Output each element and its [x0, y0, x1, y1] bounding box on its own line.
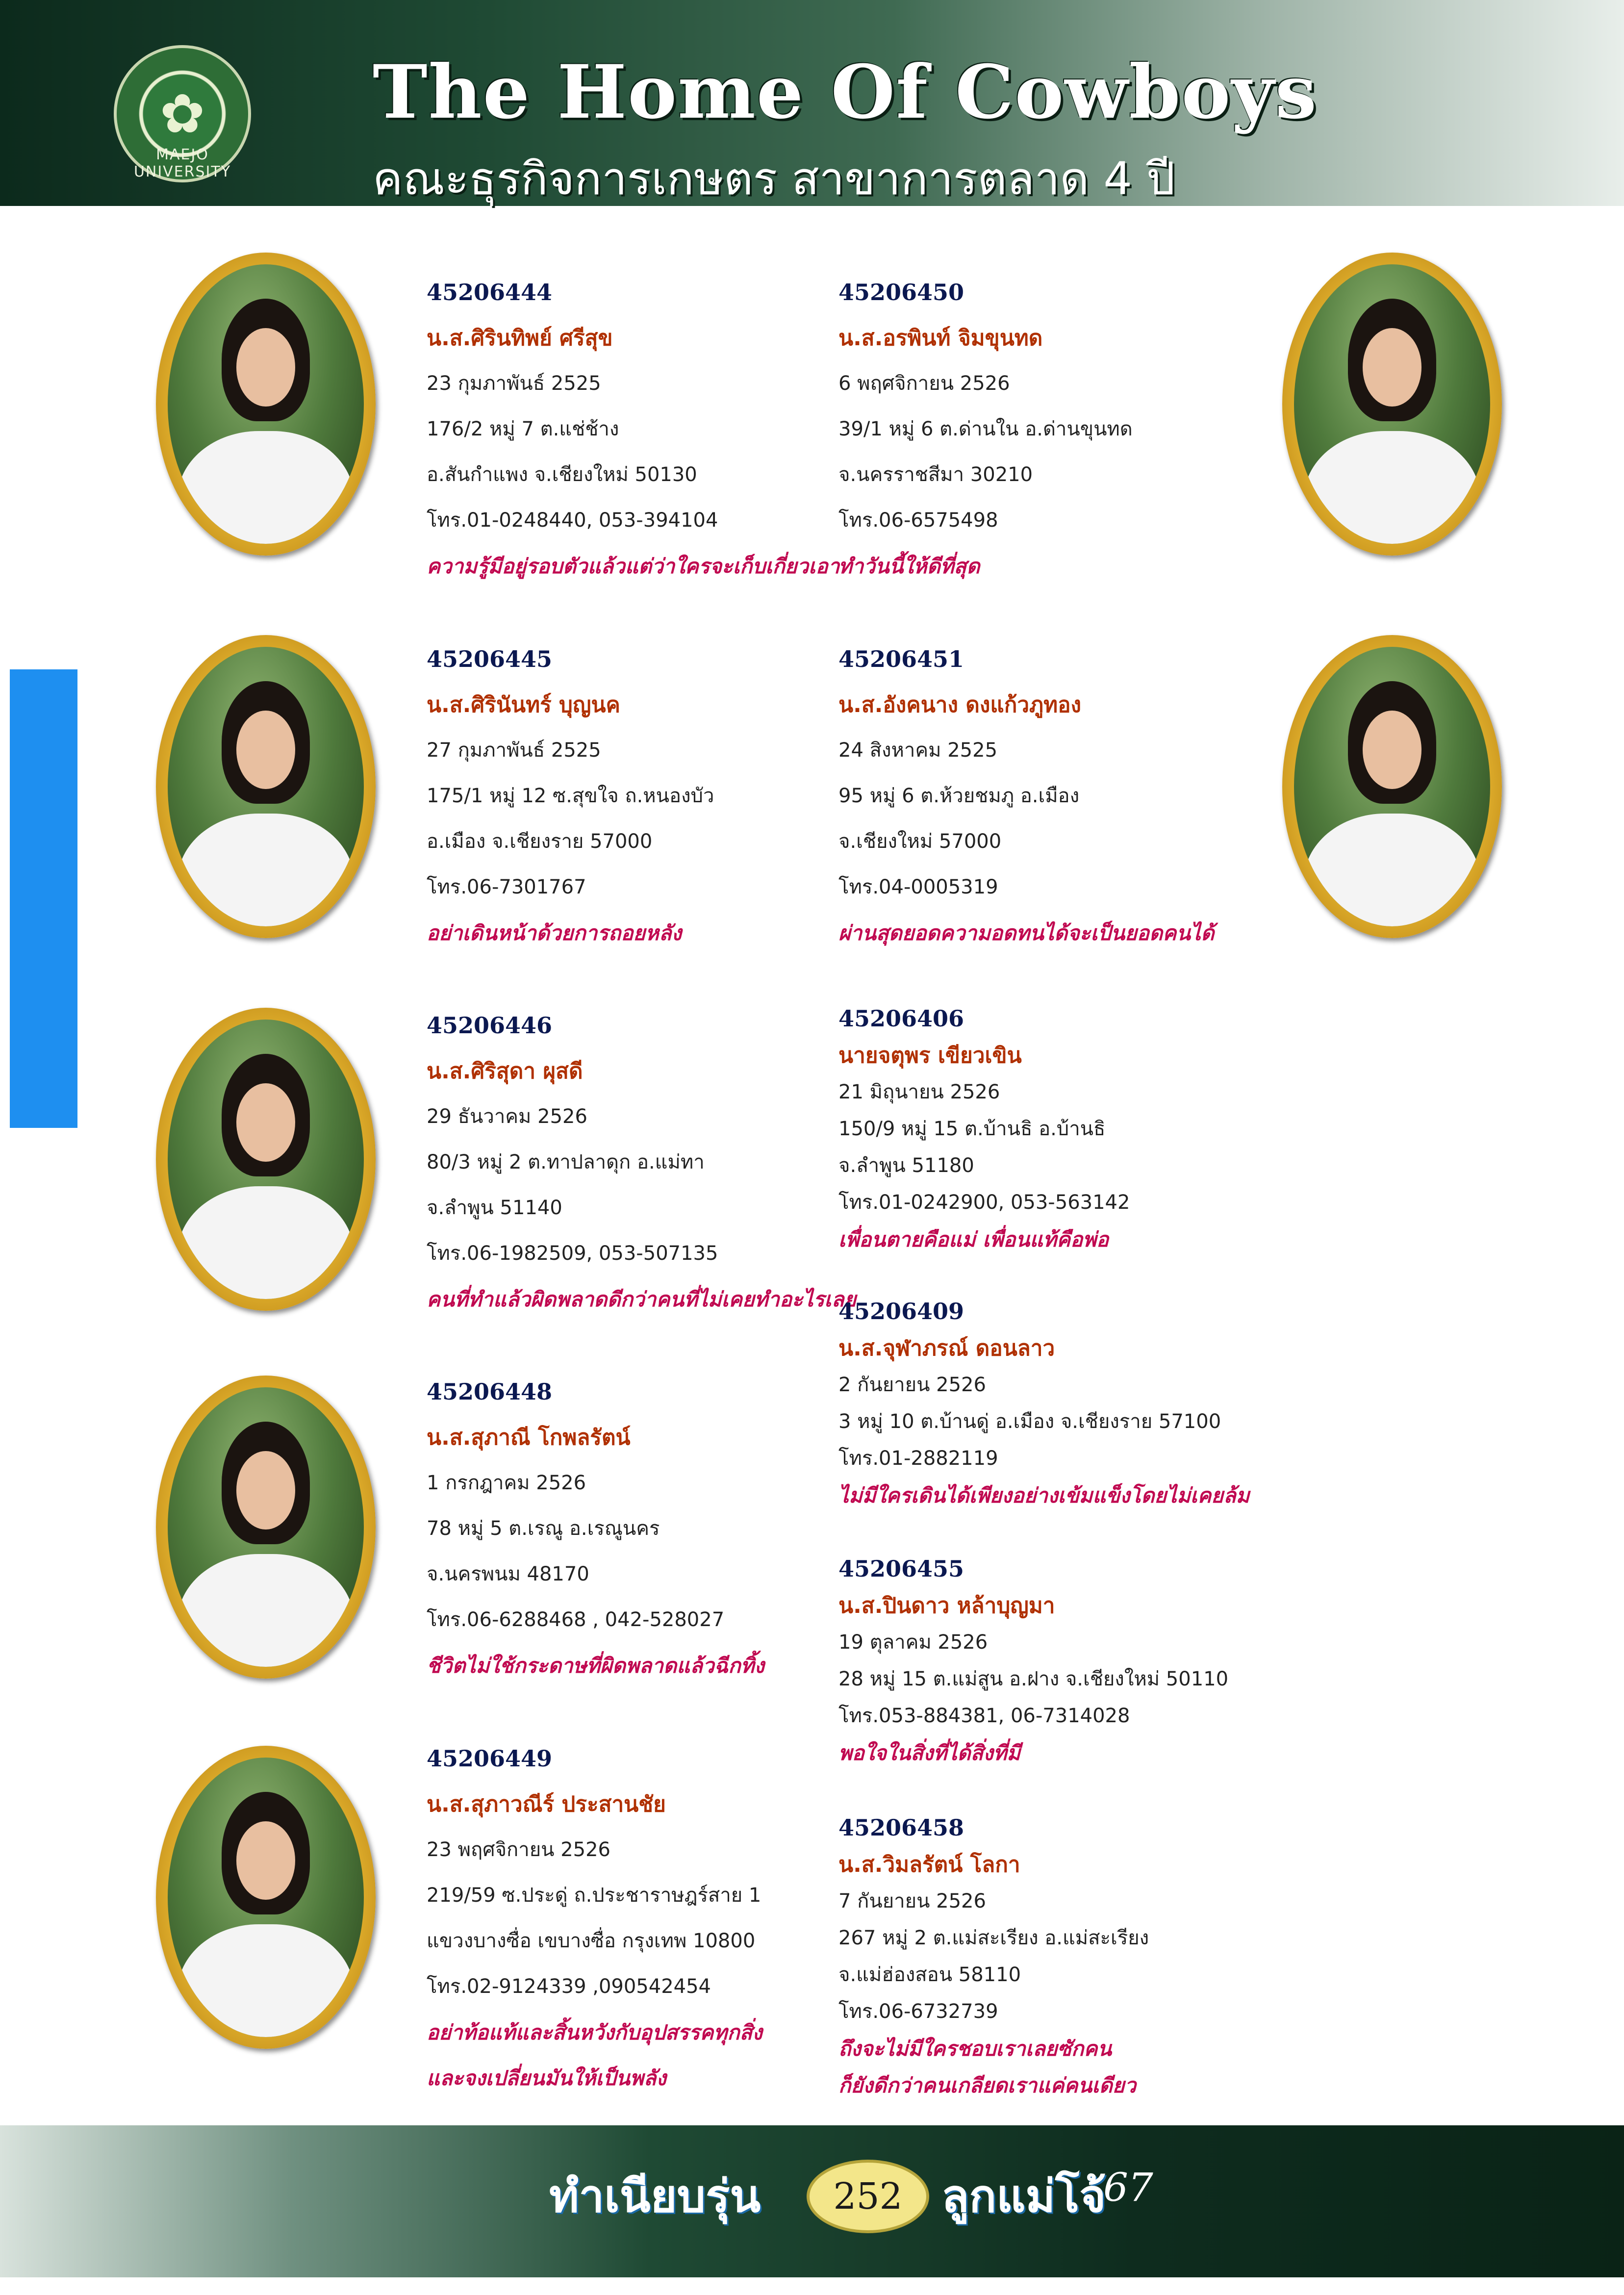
phone: โทร.01-2882119	[838, 1447, 998, 1470]
address-line-2: จ.นครพนม 48170	[427, 1563, 589, 1585]
student-id: 45206406	[838, 1005, 964, 1032]
phone: โทร.01-0242900, 053-563142	[838, 1191, 1130, 1214]
address-line-1: 80/3 หมู่ 2 ต.ทาปลาดุก อ.แม่ทา	[427, 1151, 705, 1173]
portrait-photo	[168, 1387, 364, 1667]
motto: ถึงจะไม่มีใครชอบเราเลยซักคน	[838, 2037, 1112, 2061]
address-line-2: จ.ลำพูน 51180	[838, 1154, 974, 1177]
student-id: 45206458	[838, 1814, 964, 1841]
phone: โทร.04-0005319	[838, 876, 998, 898]
student-name: น.ส.อังคนาง ดงแก้วภูทอง	[838, 692, 1081, 717]
birth-date: 19 ตุลาคม 2526	[838, 1631, 988, 1654]
student-id: 45206409	[838, 1298, 964, 1325]
address-line-2: จ.ลำพูน 51140	[427, 1197, 562, 1219]
student-name: น.ส.จุฬาภรณ์ ดอนลาว	[838, 1336, 1055, 1361]
portrait-photo	[1294, 264, 1490, 544]
phone: โทร.06-6732739	[838, 2000, 998, 2023]
student-id: 45206449	[427, 1745, 553, 1772]
address-line-1: 219/59 ซ.ประดู่ ถ.ประชาราษฎร์สาย 1	[427, 1884, 761, 1907]
footer-year: 67	[1103, 2165, 1153, 2210]
birth-date: 2 กันยายน 2526	[838, 1374, 986, 1396]
student-name: น.ส.ศิริสุดา ผุสดี	[427, 1059, 583, 1084]
motto-line-2: และจงเปลี่ยนมันให้เป็นพลัง	[427, 2066, 666, 2090]
student-name: นายจตุพร เขียวเขิน	[838, 1043, 1022, 1068]
student-portrait	[1282, 635, 1502, 938]
student-portrait	[156, 635, 376, 938]
student-entry	[838, 1293, 1270, 1514]
student-portrait	[156, 1008, 376, 1311]
student-entry	[427, 1003, 858, 1322]
phone: โทร.06-6288468 , 042-528027	[427, 1608, 725, 1631]
footer-university-label: ลูกแม่โจ้	[941, 2170, 1106, 2222]
phone: โทร.053-884381, 06-7314028	[838, 1705, 1130, 1727]
address-line-2: แขวงบางซื่อ เขบางซื่อ กรุงเทพ 10800	[427, 1930, 756, 1952]
address-line-1: 267 หมู่ 2 ต.แม่สะเรียง อ.แม่สะเรียง	[838, 1927, 1149, 1949]
student-id: 45206445	[427, 646, 553, 672]
motto: ผ่านสุดยอดความอดทนได้จะเป็นยอดคนได้	[838, 921, 1215, 945]
birth-date: 29 ธันวาคม 2526	[427, 1105, 587, 1128]
phone: โทร.06-1982509, 053-507135	[427, 1242, 718, 1265]
page-number-badge: 252	[807, 2160, 929, 2233]
motto: อย่าเดินหน้าด้วยการถอยหลัง	[427, 921, 682, 945]
address-line-1: 78 หมู่ 5 ต.เรณู อ.เรณูนคร	[427, 1517, 660, 1540]
phone: โทร.02-9124339 ,090542454	[427, 1975, 711, 1998]
student-entry	[838, 1551, 1270, 1771]
phone: โทร.01-0248440, 053-394104	[427, 509, 718, 532]
address-line-1: 176/2 หมู่ 7 ต.แช่ช้าง	[427, 418, 619, 440]
student-id: 45206451	[838, 646, 964, 672]
birth-date: 24 สิงหาคม 2525	[838, 739, 998, 762]
student-name: น.ส.ศิรินทิพย์ ศรีสุข	[427, 326, 613, 351]
birth-date: 6 พฤศจิกายน 2526	[838, 372, 1010, 395]
student-portrait	[156, 1376, 376, 1679]
student-entry	[427, 1736, 858, 2101]
student-name: น.ส.วิมลรัตน์ โลกา	[838, 1852, 1020, 1877]
motto: ไม่มีใครเดินได้เพียงอย่างเข้มแข็งโดยไม่เคยล้ม	[838, 1483, 1250, 1507]
student-name: น.ส.สุภาวณีร์ ประสานชัย	[427, 1792, 666, 1817]
address-line-2: จ.นครราชสีมา 30210	[838, 463, 1033, 486]
side-accent-bar	[10, 669, 77, 1128]
student-name: น.ส.ปินดาว หล้าบุญมา	[838, 1593, 1055, 1618]
birth-date: 21 มิถุนายน 2526	[838, 1081, 1000, 1103]
address-line-1: 175/1 หมู่ 12 ซ.สุขใจ ถ.หนองบัว	[427, 785, 714, 807]
birth-date: 7 กันยายน 2526	[838, 1890, 986, 1912]
phone: โทร.06-6575498	[838, 509, 998, 532]
university-seal-logo	[114, 45, 251, 182]
student-id: 45206446	[427, 1012, 553, 1039]
portrait-photo	[168, 647, 364, 926]
student-entry	[427, 1369, 858, 1688]
page-header	[0, 0, 1624, 206]
motto: พอใจในสิ่งที่ได้สิ่งที่มี	[838, 1741, 1020, 1765]
motto: อย่าท้อแท้และสิ้นหวังกับอุปสรรคทุกสิ่ง	[427, 2020, 762, 2044]
student-portrait	[156, 253, 376, 556]
address-line-2: จ.แม่ฮ่องสอน 58110	[838, 1964, 1021, 1986]
student-entry	[427, 637, 858, 956]
birth-date: 23 พฤศจิกายน 2526	[427, 1838, 610, 1861]
page-footer	[0, 2125, 1624, 2277]
student-portrait	[1282, 253, 1502, 556]
page-title: The Home Of Cowboys	[373, 49, 1318, 135]
student-id: 45206448	[427, 1378, 553, 1405]
birth-date: 1 กรกฎาคม 2526	[427, 1472, 586, 1494]
footer-yearbook-label: ทำเนียบรุ่น	[549, 2170, 761, 2222]
student-entry	[838, 1000, 1270, 1258]
portrait-photo	[168, 1020, 364, 1299]
student-portrait	[156, 1746, 376, 2049]
address-line-2: อ.สันกำแพง จ.เชียงใหม่ 50130	[427, 463, 697, 486]
student-entry	[427, 270, 858, 589]
portrait-photo	[1294, 647, 1490, 926]
student-id: 45206444	[427, 279, 553, 306]
student-entry	[838, 1810, 1270, 2104]
student-id: 45206455	[838, 1556, 964, 1582]
address-line-1: 28 หมู่ 15 ต.แม่สูน อ.ฝาง จ.เชียงใหม่ 50110	[838, 1668, 1229, 1690]
address-line-2: จ.เชียงใหม่ 57000	[838, 830, 1002, 853]
portrait-photo	[168, 264, 364, 544]
student-entry	[838, 637, 1270, 956]
motto: คนที่ทำแล้วผิดพลาดดีกว่าคนที่ไม่เคยทำอะไรเลย	[427, 1287, 856, 1311]
motto: เพื่อนตายคือแม่ เพื่อนแท้คือพ่อ	[838, 1227, 1109, 1251]
seal-emblem-icon: ✿	[159, 82, 205, 145]
student-entry	[838, 270, 1270, 589]
address-line-1: 39/1 หมู่ 6 ต.ด่านใน อ.ด่านขุนทด	[838, 418, 1133, 440]
address-line-2: อ.เมือง จ.เชียงราย 57000	[427, 830, 653, 853]
student-name: น.ส.สุภาณี โกพลรัตน์	[427, 1425, 631, 1450]
birth-date: 23 กุมภาพันธ์ 2525	[427, 372, 601, 395]
birth-date: 27 กุมภาพันธ์ 2525	[427, 739, 601, 762]
address-line-1: 95 หมู่ 6 ต.ห้วยชมภู อ.เมือง	[838, 785, 1080, 807]
motto: ทำวันนี้ให้ดีที่สุด	[838, 554, 980, 578]
address-line-1: 150/9 หมู่ 15 ต.บ้านธิ อ.บ้านธิ	[838, 1118, 1106, 1140]
motto: ความรู้มีอยู่รอบตัวแล้วแต่ว่าใครจะเก็บเกี่ยวเอา	[427, 554, 840, 578]
seal-text: MAEJO UNIVERSITY	[133, 146, 231, 180]
student-name: น.ส.อรพินท์ จิมขุนทด	[838, 326, 1043, 351]
page-subtitle: คณะธุรกิจการเกษตร สาขาการตลาด 4 ปี	[373, 153, 1175, 205]
student-name: น.ส.ศิรินันทร์ บุญนค	[427, 692, 620, 717]
address-line-1: 3 หมู่ 10 ต.บ้านดู่ อ.เมือง จ.เชียงราย 57100	[838, 1410, 1221, 1433]
motto-line-2: ก็ยังดีกว่าคนเกลียดเราแค่คนเดียว	[838, 2073, 1136, 2097]
motto: ชีวิตไม่ใช้กระดาษที่ผิดพลาดแล้วฉีกทิ้ง	[427, 1654, 764, 1678]
student-id: 45206450	[838, 279, 964, 306]
portrait-photo	[168, 1758, 364, 2037]
phone: โทร.06-7301767	[427, 876, 586, 898]
